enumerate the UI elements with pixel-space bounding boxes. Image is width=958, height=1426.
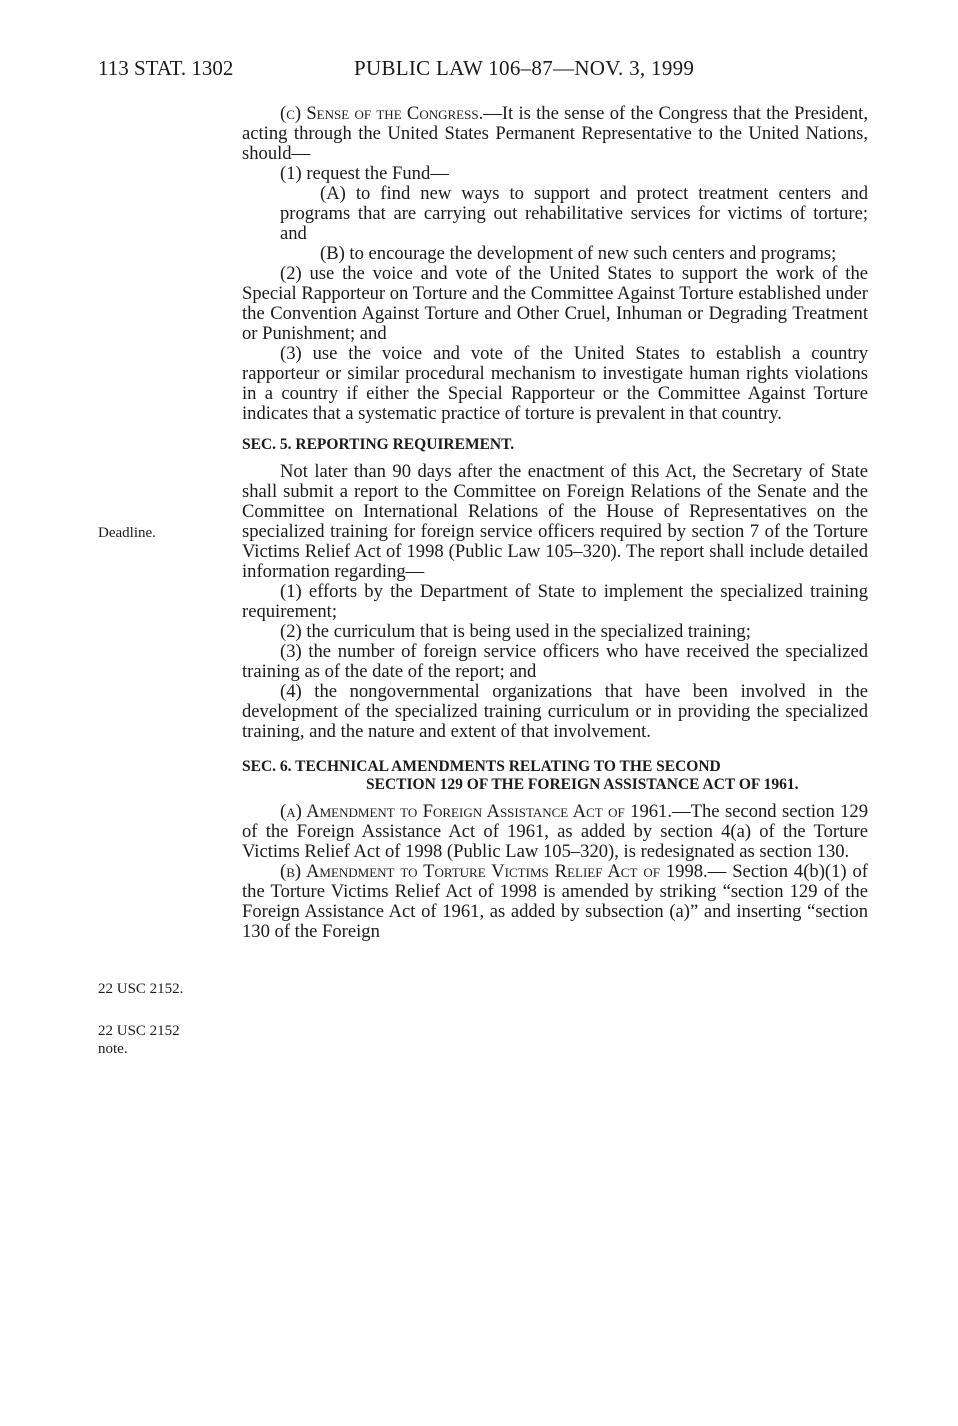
stat-citation: 113 STAT. 1302 [98,56,234,80]
list-item: (4) the nongovernmental organizations that have been involved in the development of the specialized training curriculum or in providing the specialized training, and the nature and extent of that involvement. [242,681,868,742]
section-5-heading: SEC. 5. REPORTING REQUIREMENT. [242,436,515,453]
main-text-column [242,104,868,942]
list-item: (1) request the Fund— [280,163,449,184]
list-item: (3) the number of foreign service officers who have received the specialized training as of the date of the report; and [242,641,868,682]
margin-note-usc-2152-note [98,1022,180,1058]
section-heading-line: SECTION 129 OF THE FOREIGN ASSISTANCE ACT OF 1961. [366,776,799,793]
paragraph-text: — Section 4(b)(1) of the Torture Victims Relief Act of 1998 is amended by striking “section 129 of the Foreign Assistance Act of 1961, as added by subsection (a)” and inserting “section 130 of the Foreign [242,861,868,942]
subsection-a-paragraph [242,802,868,862]
section-5-paragraph: Not later than 90 days after the enactment of this Act, the Secretary of State shall submit a report to the Committee on Foreign Relations of the Senate and the Committee on International Relations of the House of Representatives on the specialized training for foreign service officers required by section 7 of the Torture Victims Relief Act of 1998 (Public Law 105–320). The report shall include detailed information regarding— [242,461,868,582]
list-item: (2) the curriculum that is being used in the specialized training; [280,621,751,642]
public-law-title: PUBLIC LAW 106–87—NOV. 3, 1999 [354,56,695,80]
list-subitem: (A) to find new ways to support and protect treatment centers and programs that are carrying out rehabilitative services for victims of torture; and [280,183,868,244]
margin-note-line: note. [98,1041,128,1057]
paragraph-text: —The second section 129 of the Foreign Assistance Act of 1961, as added by section 4(a) of the Torture Victims Relief Act of 1998 (Public Law 105–320), is redesignated as section 130. [242,801,868,862]
margin-note-deadline: Deadline. [98,525,156,541]
section-6-heading [242,758,868,794]
subsection-heading: (c) Sense of the Congress. [280,103,484,124]
subsection-heading: (a) Amendment to Foreign Assistance Act of 1961. [280,801,673,822]
subsection-heading: (b) Amendment to Torture Victims Relief Act of 1998. [280,861,708,882]
list-item: (3) use the voice and vote of the United States to establish a country rapporteur or similar procedural mechanism to investigate human rights violations in a country if either the Special Rapporteur or the Committee Against Torture indicates that a systematic practice of torture is prevalent in that country. [242,343,868,424]
list-subitem: (B) to encourage the development of new such centers and programs; [320,243,837,264]
section-heading-line: SEC. 6. TECHNICAL AMENDMENTS RELATING TO THE SECOND [242,758,721,775]
margin-note-line: 22 USC 2152 [98,1023,180,1039]
paragraph-text: —It is the sense of the Congress that the President, acting through the United States Permanent Representative to the United Nations, should— [242,103,868,164]
margin-note-usc-2152: 22 USC 2152. [98,981,184,997]
sense-of-congress-paragraph [242,104,868,164]
list-item: (1) efforts by the Department of State to implement the specialized training requirement; [242,581,868,622]
list-item: (2) use the voice and vote of the United States to support the work of the Special Rapporteur on Torture and the Committee Against Torture established under the Convention Against Torture and Other Cruel, Inhuman or Degrading Treatment or Punishment; and [242,263,868,344]
subsection-b-paragraph [242,862,868,942]
